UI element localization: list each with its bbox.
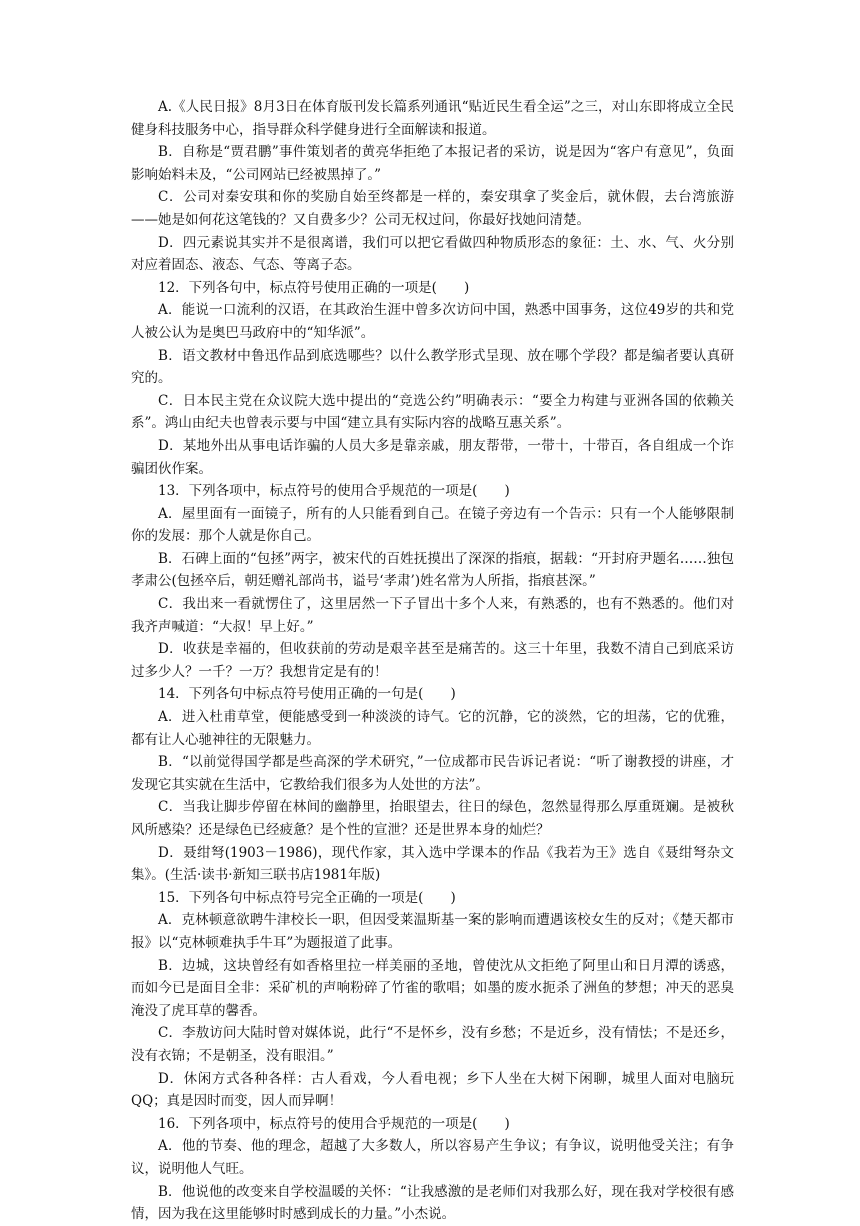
question-15: 15．下列各句中标点符号完全正确的一项是( ) bbox=[158, 889, 456, 906]
option-16-b: B．他说他的改变来自学校温暖的关怀：“让我感激的是老师们对我那么好，现在我对学校很有感情，因为我在这里能够时时感到成长的力量。”小杰说。 bbox=[131, 1183, 734, 1223]
option-14-b: B．“以前觉得国学都是些高深的学术研究，”一位成都市民告诉记者说：“听了谢教授的讲座，才发现它其实就在生活中，它教给我们很多为人处世的方法”。 bbox=[131, 754, 734, 793]
option-15-a: A．克林顿意欲聘牛津校长一职，但因受莱温斯基一案的影响而遭遇该校女生的反对；《楚天都市报》以“克林顿难执手牛耳”为题报道了此事。 bbox=[131, 912, 734, 951]
option-13-b: B．石碑上面的“包拯”两字，被宋代的百姓抚摸出了深深的指痕，据载：“开封府尹题名……独包孝肃公(包拯卒后，朝廷赠礼部尚书，谥号‘孝肃’)姓名常为人所指，指痕甚深。” bbox=[131, 550, 734, 590]
option-12-d: D．某地外出从事电话诈骗的人员大多是靠亲戚，朋友帮带，一带十，十带百，各自组成一个诈骗团伙作案。 bbox=[131, 437, 734, 477]
option-13-c: C．我出来一看就愣住了，这里居然一下子冒出十多个人来，有熟悉的，也有不熟悉的。他们对我齐声喊道：“大叔！早上好。” bbox=[131, 596, 734, 635]
question-16: 16．下列各项中，标点符号的使用合乎规范的一项是( ) bbox=[158, 1115, 510, 1132]
option-11-d: D．四元素说其实并不是很离谱，我们可以把它看做四种物质形态的象征：土、水、气、火分别对应着固态、液态、气态、等离子态。 bbox=[131, 234, 734, 274]
option-13-a: A．屋里面有一面镜子，所有的人只能看到自己。在镜子旁边有一个告示：只有一个人能够限制你的发展：那个人就是你自己。 bbox=[131, 505, 734, 545]
option-16-a: A．他的节奏、他的理念，超越了大多数人，所以容易产生争议；有争议，说明他受关注；有争议，说明他人气旺。 bbox=[131, 1138, 734, 1177]
option-15-b: B．边城，这块曾经有如香格里拉一样美丽的圣地，曾使沈从文拒绝了阿里山和日月潭的诱惑，而如今已是面目全非：采矿机的声响粉碎了竹雀的歌唱；如墨的废水扼杀了洲鱼的梦想；冲天的恶臭淹没了虎耳草的馨香。 bbox=[131, 957, 734, 1019]
option-12-a: A．能说一口流利的汉语，在其政治生涯中曾多次访问中国，熟悉中国事务，这位49岁的共和党人被公认为是奥巴马政府中的“知华派”。 bbox=[131, 302, 734, 341]
question-14: 14．下列各句中标点符号使用正确的一句是( ) bbox=[158, 686, 456, 703]
option-11-b: B．自称是“贾君鹏”事件策划者的黄亮华拒绝了本报记者的采访，说是因为“客户有意见”，负面影响始料未及，“公司网站已经被黑掉了。” bbox=[131, 144, 734, 183]
option-11-c: C．公司对秦安琪和你的奖励自始至终都是一样的，秦安琪拿了奖金后，就休假，去台湾旅游——她是如何花这笔钱的？又自费多少？公司无权过问，你最好找她问清楚。 bbox=[131, 189, 734, 228]
option-13-d: D．收获是幸福的，但收获前的劳动是艰辛甚至是痛苦的。这三十年里，我数不清自己到底采访过多少人？一千？一万？我想肯定是有的！ bbox=[131, 641, 734, 680]
option-14-c: C．当我让脚步停留在林间的幽静里，抬眼望去，往日的绿色，忽然显得那么厚重斑斓。是被秋风所感染？还是绿色已经疲惫？是个性的宣泄？还是世界本身的灿烂？ bbox=[131, 799, 734, 838]
option-14-d: D．聂绀弩(1903－1986)，现代作家，其入选中学课本的作品《我若为王》选自《聂绀弩杂文集》。(生活·读书·新知三联书店1981年版) bbox=[131, 844, 734, 884]
question-13: 13．下列各项中，标点符号的使用合乎规范的一项是( ) bbox=[158, 483, 510, 500]
option-15-c: C．李敖访问大陆时曾对媒体说，此行“不是怀乡，没有乡愁；不是近乡，没有情怯；不是还乡，没有衣锦；不是朝圣，没有眼泪。” bbox=[131, 1025, 734, 1064]
document-page bbox=[131, 96, 734, 1226]
option-15-d: D．休闲方式各种各样：古人看戏，今人看电视；乡下人坐在大树下闲聊，城里人面对电脑玩QQ；真是因时而变，因人而异啊！ bbox=[131, 1070, 734, 1110]
option-12-c: C．日本民主党在众议院大选中提出的“竞选公约”明确表示：“要全力构建与亚洲各国的依赖关系”。鸿山由纪夫也曾表示要与中国“建立具有实际内容的战略互惠关系”。 bbox=[131, 392, 734, 432]
option-12-b: B．语文教材中鲁迅作品到底选哪些？以什么教学形式呈现、放在哪个学段？都是编者要认真研究的。 bbox=[131, 347, 734, 387]
question-12: 12．下列各句中，标点符号使用正确的一项是( ) bbox=[158, 279, 470, 296]
option-11-a: A.《人民日报》8月3日在体育版刊发长篇系列通讯“贴近民生看全运”之三，对山东即将成立全民健身科技服务中心，指导群众科学健身进行全面解读和报道。 bbox=[131, 99, 734, 138]
option-14-a: A．进入杜甫草堂，便能感受到一种淡淡的诗气。它的沉静，它的淡然，它的坦荡，它的优雅，都有让人心驰神往的无限魅力。 bbox=[131, 709, 734, 748]
